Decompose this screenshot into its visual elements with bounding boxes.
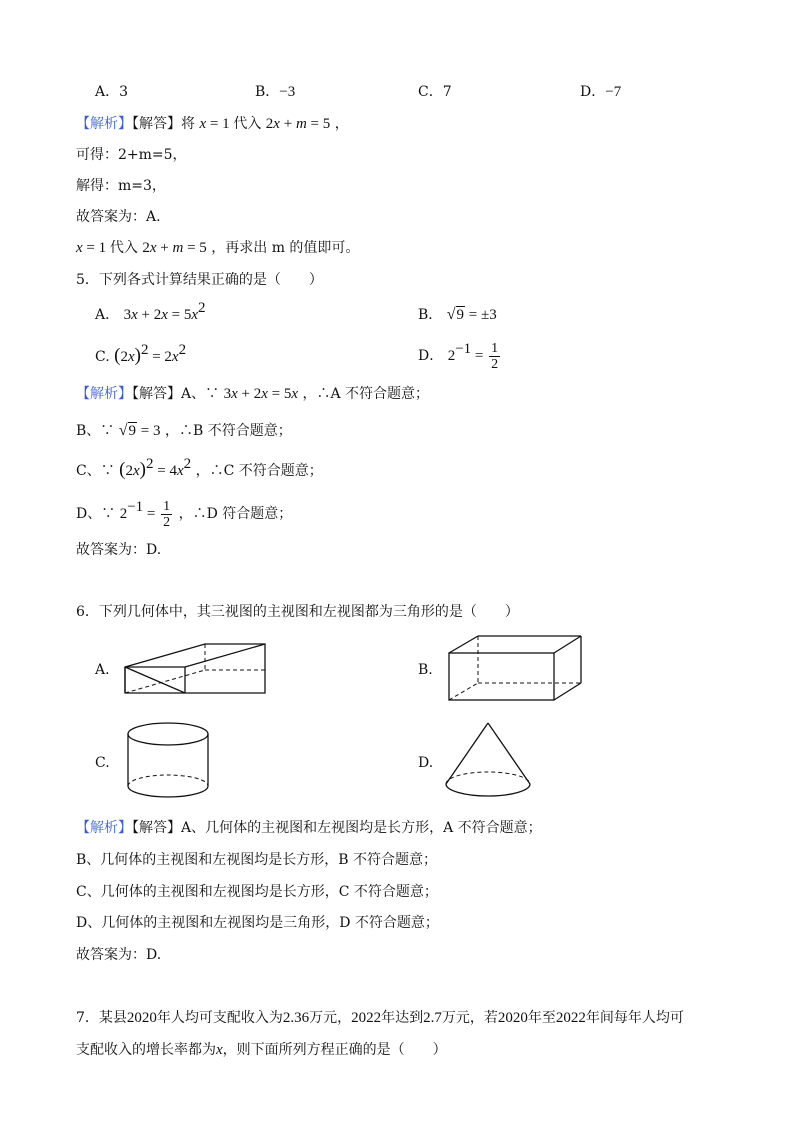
q7-text-d: 年达到 [381,1010,424,1026]
q5-option-a-label: A． [95,307,120,323]
q4-option-b [255,82,295,102]
q5-option-d: D． $2^{-1}$ = $\frac{1}{2}$ [418,340,499,372]
q5-option-c-label: C. [95,349,110,365]
q5-solution-line-c: C、∵ $(2x)^2 = 4x^2$ ，∴C 不符合题意； [76,456,323,480]
q7-year-1: 2020 [126,1010,157,1026]
q5-answer-tag: 【解答】 [132,386,181,402]
q6-option-d-label: D. [418,755,434,771]
q6-solution-line-d: D、几何体的主视图和左视图均是三角形，D 不符合题意； [76,915,439,931]
q7-question-line1 [76,1008,684,1028]
q5-solution-line-a: 【解析】【解答】A、∵ 3x + 2x = 5x ，∴A 不符合题意； [76,386,430,402]
q6-figure-cuboid [446,633,586,703]
q6-line-a-text: A、几何体的主视图和左视图均是长方形，A 不符合题意； [181,820,542,836]
q6-option-a-label: A. [95,662,110,678]
q5-line-a-prefix: A、∵ [181,386,220,402]
q5-option-a: A． $3x + 2x = 5x^2$ [95,300,206,323]
q7-text-a: 7．某县 [76,1010,127,1026]
q7-value-2: 2.7 [423,1010,442,1026]
q7-line2-text-b: ，则下面所列方程正确的是（ ） [222,1042,447,1058]
q7-text-g: 年间每年人均可 [585,1010,684,1026]
q4-option-a: A．3 [95,84,129,100]
q4-option-c: C．7 [418,84,452,100]
q5-line-c-prefix: C、∵ [76,463,115,479]
q7-value-1: 2.36 [282,1010,310,1026]
q5-analysis-tag: 【解析】 [76,386,132,402]
q5-line-d-prefix: D、∵ [76,506,116,522]
q4-analysis-tag: 【解析】 [76,116,132,132]
q4-solution-line4: 故答案为：A. [76,209,161,225]
q7-text-e: 万元，若 [441,1010,498,1026]
q4-sol-text-a: 将 [181,116,195,132]
q7-question-line2 [76,1040,447,1060]
q5-line-d-suffix: ，∴D 符合题意； [178,506,293,522]
q6-question: 6．下列几何体中，其三视图的主视图和左视图都为三角形的是（ ） [76,604,519,620]
q5-option-b: B． √9 = ±3 [418,306,497,323]
q7-year-3: 2020 [497,1010,528,1026]
q4-solution-line3: 解得：m=3， [76,178,166,194]
q4-sol-line5-end: ，再求出 m 的值即可。 [211,240,360,256]
q6-answer-tag: 【解答】 [132,820,181,836]
q5-option-b-label: B． [418,307,443,323]
q5-final-answer: 故答案为：D. [76,542,162,558]
q5-line-b-prefix: B、∵ [76,423,115,439]
q6-analysis-tag: 【解析】 [76,820,132,836]
q5-question: 5．下列各式计算结果正确的是（ ） [76,272,323,288]
q4-solution-line1: 【解析】【解答】将 x = 1 代入 2x + m = 5 ， [76,116,349,132]
q4-option-d [580,82,621,102]
q7-text-c: 万元， [309,1010,352,1026]
q5-option-d-label: D． [418,348,444,364]
q6-option-b-label: B. [418,662,433,678]
q5-solution-line-d: D、∵ $2^{-1}$ = $\frac{1}{2}$ ，∴D 符合题意； [76,498,293,530]
q4-option-d-value: −7 [605,84,622,100]
q5-line-c-suffix: ，∴C 不符合题意； [195,463,323,479]
q6-solution-line-a [76,818,542,838]
q4-sol-text-end: ， [334,116,349,132]
q4-option-b-label: B． [255,84,280,100]
q4-option-d-label: D． [580,84,606,100]
q6-option-c-label: C. [95,755,110,771]
q4-answer-tag: 【解答】 [132,116,181,132]
q6-solution-line-c: C、几何体的主视图和左视图均是长方形，C 不符合题意； [76,884,438,900]
q4-sol-text-b: 代入 [233,116,262,132]
q5-line-b-suffix: ，∴B 不符合题意； [164,423,292,439]
q7-year-4: 2022 [555,1010,586,1026]
q5-solution-line-b: B、∵ √9 = 3 ，∴B 不符合题意； [76,422,292,439]
q4-sol-line5-b: 代入 [109,240,138,256]
q7-year-2: 2022 [351,1010,382,1026]
q5-line-a-suffix: ，∴A 不符合题意； [302,386,430,402]
q4-solution-line2: 可得：2+m=5， [76,147,187,163]
q6-figure-cylinder [124,720,214,802]
q6-figure-long-box [120,640,270,700]
q7-line2-text-a: 支配收入的增长率都为 [76,1042,216,1058]
q7-text-b: 年人均可支配收入为 [156,1010,283,1026]
q6-solution-line-b: B、几何体的主视图和左视图均是长方形，B 不符合题意； [76,852,438,868]
q6-figure-cone [443,720,535,802]
q5-option-c: C. $(2x)^2 = 2x^2$ [95,342,187,366]
q7-variable: x [216,1042,223,1058]
q4-solution-line5: x = 1 代入 2x + m = 5 ，再求出 m 的值即可。 [76,240,360,256]
q6-final-answer: 故答案为：D. [76,947,162,963]
q7-text-f: 年至 [527,1010,556,1026]
q4-option-b-value: −3 [279,84,296,100]
